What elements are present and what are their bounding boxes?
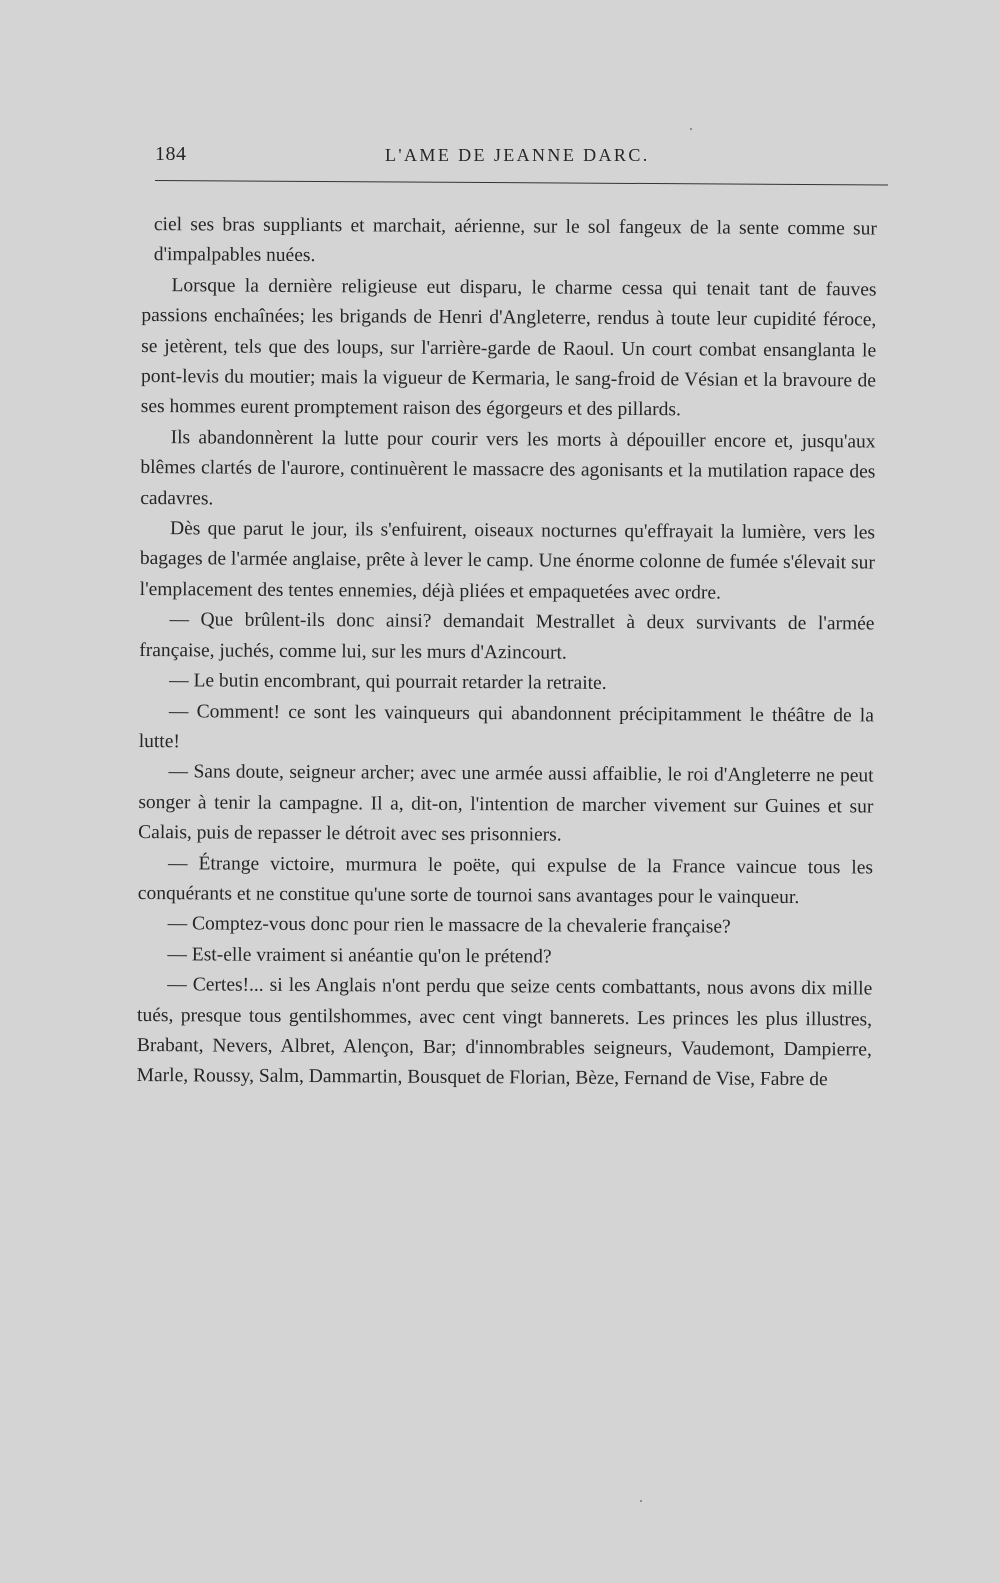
body-text bbox=[137, 210, 877, 1096]
dialogue-line: — Sans doute, seigneur archer; avec une armée aussi affaiblie, le roi d'Angleterre ne peut songer à tenir la campagne. Il a, dit-on, l'intention de marcher vivement sur Guines et sur Calais, puis de repasser le détroit avec ses prisonniers. bbox=[138, 761, 874, 846]
paragraph: Lorsque la dernière religieuse eut disparu, le charme cessa qui tenait tant de fauves passions enchaînées; les brigands de Henri d'Angleterre, rendus à toute leur cupidité féroce, se jetèrent, tels que des loups, sur l'arrière-garde de Raoul. Un court combat ensanglanta le pont-levis du moutier; mais la vigueur de Kermaria, le sang-froid de Vésian et la bravoure de ses hommes eurent promptement raison des égorgeurs et des pillards. bbox=[140, 274, 877, 421]
running-title: L'AME DE JEANNE DARC. bbox=[385, 145, 650, 165]
dialogue-line: — Le butin encombrant, qui pourrait retarder la retraite. bbox=[169, 670, 607, 694]
dialogue-line: — Étrange victoire, murmura le poëte, qui expulse de la France vaincue tous les conquérants et ne constitue qu'une sorte de tournoi sans avantages pour le vainqueur. bbox=[137, 852, 874, 908]
dialogue-line: — Comptez-vous donc pour rien le massacre de la chevalerie française? bbox=[167, 913, 731, 938]
paragraph: ciel ses bras suppliants et marchait, aérienne, sur le sol fangeux de la sente comme sur d'impalpables nuées. bbox=[153, 214, 877, 267]
dialogue-line: — Que brûlent-ils donc ainsi? demandait Mestrallet à deux survivants de l'armée française, juchés, comme lui, sur les murs d'Azincourt. bbox=[139, 609, 875, 664]
dialogue-line: — Est-elle vraiment si anéantie qu'on le prétend? bbox=[167, 943, 552, 968]
header-rule bbox=[155, 180, 888, 185]
dialogue-line: — Comment! ce sont les vainqueurs qui abandonnent précipitamment le théâtre de la lutte! bbox=[138, 700, 874, 753]
running-header bbox=[155, 143, 880, 173]
paragraph: Ils abandonnèrent la lutte pour courir vers les morts à dépouiller encore et, jusqu'aux blêmes clartés de l'aurore, continuèrent le massacre des agonisants et la mutilation rapace des cadavres. bbox=[140, 427, 876, 510]
paper-speck bbox=[640, 1500, 642, 1502]
paper-speck bbox=[690, 128, 692, 130]
dialogue-line: — Certes!... si les Anglais n'ont perdu que seize cents combattants, nous avons dix mille tués, presque tous gentilshommes, avec cent vingt bannerets. Les princes les plus illustres, Brabant, Nevers, Albret, Alençon, Bar; d'innombrables seigneurs, Vaudemont, Dampierre, Marle, Roussy, Salm, Dammartin, Bousquet de Florian, Bèze, Fernand de Vise, Fabre de bbox=[136, 974, 873, 1091]
paragraph: Dès que parut le jour, ils s'enfuirent, oiseaux nocturnes qu'effrayait la lumière, vers les bagages de l'armée anglaise, prête à lever le camp. Une énorme colonne de fumée s'élevait sur l'emplacement des tentes ennemies, déjà pliées et empaquetées avec ordre. bbox=[139, 518, 876, 604]
page-number: 184 bbox=[155, 143, 187, 165]
